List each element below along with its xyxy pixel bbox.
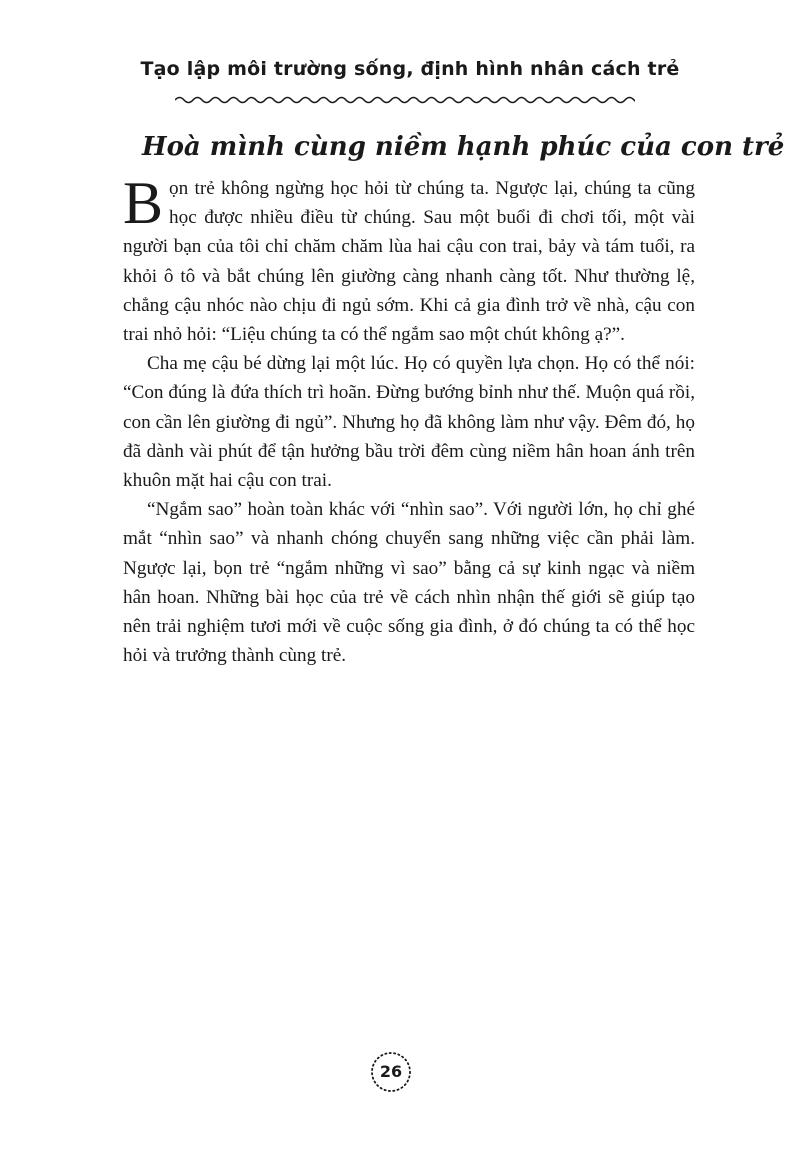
- paragraph-3: “Ngắm sao” hoàn toàn khác với “nhìn sao”. Với người lớn, họ chỉ ghé mắt “nhìn sao” và nhanh chóng chuyển sang những việc cần phải làm. Ngược lại, bọn trẻ “ngắm những vì sao” bằng cả sự kinh ngạc và niềm hân hoan. Những bài học của trẻ về cách nhìn nhận thế giới sẽ giúp tạo nên trải nghiệm tươi mới về cuộc sống gia đình, ở đó chúng ta có thể học hỏi và trưởng thành cùng trẻ.: [123, 499, 695, 667]
- wavy-divider: [175, 93, 635, 107]
- paragraph-1: [123, 170, 695, 349]
- article-body: [123, 170, 695, 670]
- paragraph-2: Cha mẹ cậu bé dừng lại một lúc. Họ có quyền lựa chọn. Họ có thể nói: “Con đúng là đứa thích trì hoãn. Đừng bướng bỉnh như thế. Muộn quá rồi, con cần lên giường đi ngủ”. Nhưng họ đã không làm như vậy. Đêm đó, họ đã dành vài phút để tận hưởng bầu trời đêm cùng niềm hân hoan ánh trên khuôn mặt hai cậu con trai.: [123, 353, 695, 492]
- page-number: 26: [379, 1062, 403, 1081]
- running-header: Tạo lập môi trường sống, định hình nhân cách trẻ: [140, 58, 680, 80]
- page-number-badge: [369, 1050, 413, 1094]
- chapter-title: Hoà mình cùng niềm hạnh phúc của con trẻ: [142, 132, 785, 162]
- drop-cap: B: [123, 170, 164, 236]
- paragraph-1-text: ọn trẻ không ngừng học hỏi từ chúng ta. Ngược lại, chúng ta cũng học được nhiều điều từ chúng. Sau một buổi đi chơi tối, một vài người bạn của tôi chỉ chăm chăm lùa hai cậu con trai, bảy và tám tuổi, ra khỏi ô tô và bắt chúng lên giường càng nhanh càng tốt. Như thường lệ, chẳng cậu nhóc nào chịu đi ngủ sớm. Khi cả gia đình trở về nhà, cậu con trai nhỏ hỏi: “Liệu chúng ta có thể ngắm sao một chút không ạ?”.: [123, 178, 695, 346]
